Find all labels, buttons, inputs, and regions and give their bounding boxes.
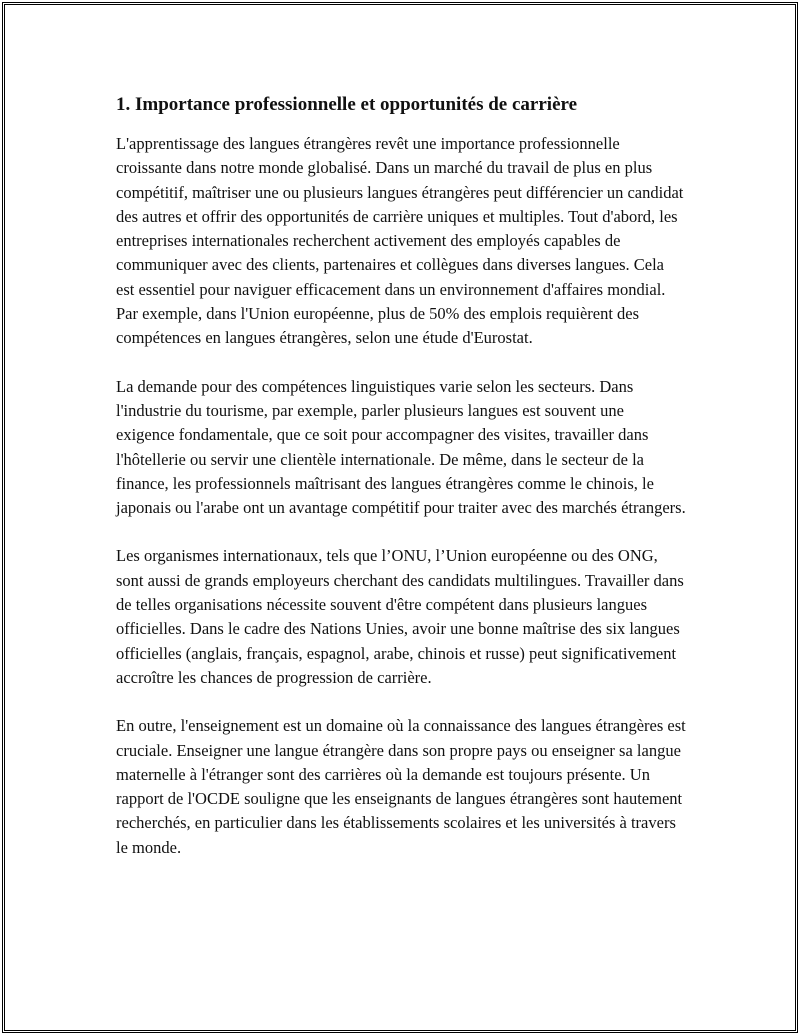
- paragraph-1: L'apprentissage des langues étrangères revêt une importance professionnelle croissante dans notre monde globalisé. Dans un marché du travail de plus en plus compétitif, maîtriser une ou plusieurs langues étrangères peut différencier un candidat des autres et offrir des opportunités de carrière uniques et multiples. Tout d'abord, les entreprises internationales recherchent activement des employés capables de communiquer avec des clients, partenaires et collègues dans diverses langues. Cela est essentiel pour naviguer efficacement dans un environnement d'affaires mondial. Par exemple, dans l'Union européenne, plus de 50% des emplois requièrent des compétences en langues étrangères, selon une étude d'Eurostat.: [116, 134, 684, 348]
- section-heading: 1. Importance professionnelle et opportunités de carrière: [116, 94, 578, 115]
- paragraph-4: En outre, l'enseignement est un domaine où la connaissance des langues étrangères est cruciale. Enseigner une langue étrangère dans son propre pays ou enseigner sa langue maternelle à l'étranger sont des carrières où la demande est toujours présente. Un rapport de l'OCDE souligne que les enseignants de langues étrangères sont hautement recherchés, en particulier dans les établissements scolaires et les universités à travers le monde.: [116, 716, 686, 857]
- paragraph-2: La demande pour des compétences linguistiques varie selon les secteurs. Dans l'industrie du tourisme, par exemple, parler plusieurs langues est souvent une exigence fondamentale, que ce soit pour accompagner des visites, travailler dans l'hôtellerie ou servir une clientèle internationale. De même, dans le secteur de la finance, les professionnels maîtrisant des langues étrangères comme le chinois, le japonais ou l'arabe ont un avantage compétitif pour traiter avec des marchés étrangers.: [116, 376, 686, 518]
- paragraph-3: Les organismes internationaux, tels que l’ONU, l’Union européenne ou des ONG, sont aussi de grands employeurs cherchant des candidats multilingues. Travailler dans de telles organisations nécessite souvent d'être compétent dans plusieurs langues officielles. Dans le cadre des Nations Unies, avoir une bonne maîtrise des six langues officielles (anglais, français, espagnol, arabe, chinois et russe) peut significativement accroître les chances de progression de carrière.: [116, 546, 684, 687]
- document-body: [116, 92, 686, 884]
